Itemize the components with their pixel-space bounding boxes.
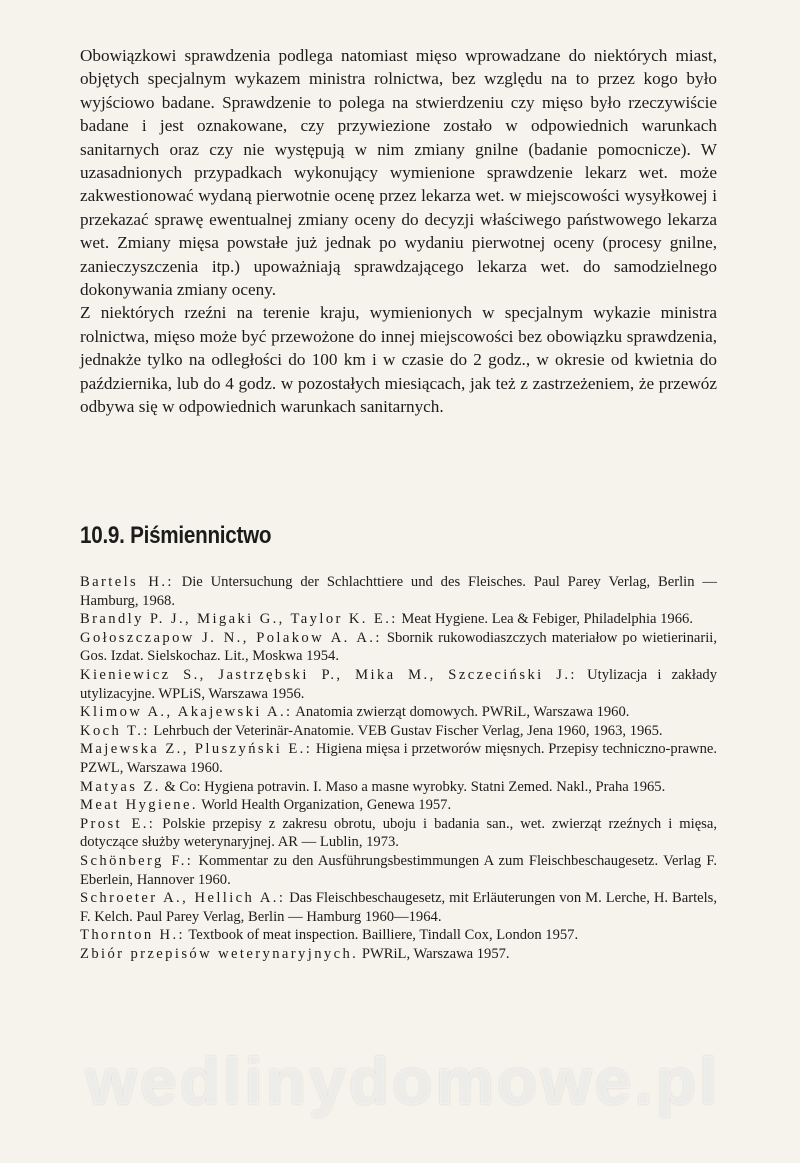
bibliography-entry — [80, 852, 717, 889]
entry-text: PWRiL, Warszawa 1957. — [358, 945, 510, 962]
entry-authors: Brandly P. J., Migaki G., Taylor K. E.: — [80, 611, 398, 628]
entry-text: Polskie przepisy z zakresu obrotu, uboju i badania san., wet. zwierząt rzeźnych i mięsa, dotyczące służby weterynaryjnej. AR — Lublin, 1973. — [80, 815, 717, 851]
entry-text: Sbornik rukowodiaszczych materiałow po wietierinarii, Gos. Izdat. Sielskochaz. Lit., Moskwa 1954. — [80, 629, 718, 665]
bibliography-entry — [80, 815, 717, 852]
entry-text: & Co: Hygiena potravin. I. Maso a masne wyrobky. Statni Zemed. Nakl., Praha 1965. — [160, 778, 666, 795]
bibliography-entry — [80, 889, 717, 926]
entry-authors: Thornton H.: — [80, 927, 186, 944]
entry-authors: Klimow A., Akajewski A.: — [80, 704, 293, 721]
entry-authors: Matyas Z. — [80, 778, 161, 795]
entry-text: Anatomia zwierząt domowych. PWRiL, Warszawa 1960. — [292, 704, 630, 721]
body-text — [80, 44, 717, 419]
entry-text: Textbook of meat inspection. Bailliere, Tindall Cox, London 1957. — [185, 927, 579, 944]
entry-text: Meat Hygiene. Lea & Febiger, Philadelphia 1966. — [397, 611, 693, 628]
bibliography-entry — [80, 703, 717, 722]
paragraph: Z niektórych rzeźni na terenie kraju, wymienionych w specjalnym wykazie ministra rolnictwa, mięso może być przewożone do innej miejscowości bez obowiązku sprawdzenia, jednakże tylko na odległości do 100 km i w czasie do 2 godz., w okresie od kwietnia do października, lub do 4 godz. w pozostałych miesiącach, jak też z zastrzeżeniem, że przewóz odbywa się w odpowiednich warunkach sanitarnych. — [80, 303, 717, 417]
entry-authors: Kieniewicz S., Jastrzębski P., Mika M., Szczeciński J.: — [80, 666, 577, 683]
bibliography-entry — [80, 945, 717, 964]
bibliography-entry — [80, 740, 717, 777]
bibliography-entry — [80, 666, 717, 703]
entry-text: Higiena mięsa i przetworów mięsnych. Przepisy techniczno-prawne. PZWL, Warszawa 1960. — [80, 741, 717, 776]
entry-text: Die Untersuchung der Schlachttiere und des Fleisches. Paul Parey Verlag, Berlin — Hamburg, 1968. — [80, 574, 717, 609]
watermark: wedlinydomowe.pl — [85, 1044, 721, 1118]
entry-authors: Gołoszczapow J. N., Polakow A. A.: — [80, 629, 382, 646]
bibliography-list — [80, 573, 717, 963]
bibliography-entry — [80, 926, 717, 945]
bibliography-entry — [80, 796, 717, 815]
entry-authors: Meat Hygiene. — [80, 797, 198, 814]
bibliography-entry — [80, 610, 717, 629]
entry-authors: Bartels H.: — [80, 574, 174, 590]
entry-authors: Zbiór przepisów weterynaryjnych. — [80, 945, 359, 962]
bibliography-entry — [80, 573, 717, 610]
entry-authors: Majewska Z., Pluszyński E.: — [80, 741, 313, 758]
entry-text: World Health Organization, Genewa 1957. — [197, 797, 452, 814]
bibliography-entry — [80, 722, 717, 741]
bibliography-entry — [80, 629, 717, 666]
entry-text: Utylizacja i zakłady utylizacyjne. WPLiS, Warszawa 1956. — [80, 666, 718, 702]
entry-text: Das Fleischbeschaugesetz, mit Erläuterungen von M. Lerche, H. Bartels, F. Kelch. Paul Parey Verlag, Berlin — Hamburg 1960—1964. — [80, 890, 717, 925]
bibliography-entry — [80, 778, 717, 797]
paragraph: Obowiązkowi sprawdzenia podlega natomiast mięso wprowadzane do niektórych miast, objętych specjalnym wykazem ministra rolnictwa, bez względu na to przez kogo było wyjściowo badane. Sprawdzenie to polega na stwierdzeniu czy mięso było rzeczywiście badane i jest oznakowane, czy przywiezione zostało w odpowiednich warunkach sanitarnych oraz czy nie występują w nim zmiany gnilne (badanie pomocnicze). W uzasadnionych przypadkach wykonujący wymienione sprawdzenie lekarz wet. może zakwestionować wydaną pierwotnie ocenę przez lekarza wet. w miejscowości wysyłkowej i przekazać sprawę ewentualnej zmiany oceny do decyzji właściwego państwowego lekarza wet. Zmiany mięsa powstałe już jednak po wydaniu pierwotnej oceny (procesy gnilne, zanieczyszczenia itp.) upoważniają sprawdzającego lekarza wet. do samodzielnego dokonywania zmiany oceny. — [80, 46, 717, 300]
entry-text: Lehrbuch der Veterinär-Anatomie. VEB Gustav Fischer Verlag, Jena 1960, 1963, 1965. — [149, 722, 663, 739]
entry-text: Kommentar zu den Ausführungsbestimmungen A zum Fleischbeschaugesetz. Verlag F. Eberlein, Hannover 1960. — [80, 852, 718, 888]
entry-authors: Koch T.: — [80, 722, 150, 739]
section-heading: 10.9. Piśmiennictwo — [80, 522, 272, 549]
entry-authors: Schroeter A., Hellich A.: — [80, 890, 286, 907]
entry-authors: Prost E.: — [80, 815, 156, 832]
entry-authors: Schönberg F.: — [80, 852, 194, 869]
